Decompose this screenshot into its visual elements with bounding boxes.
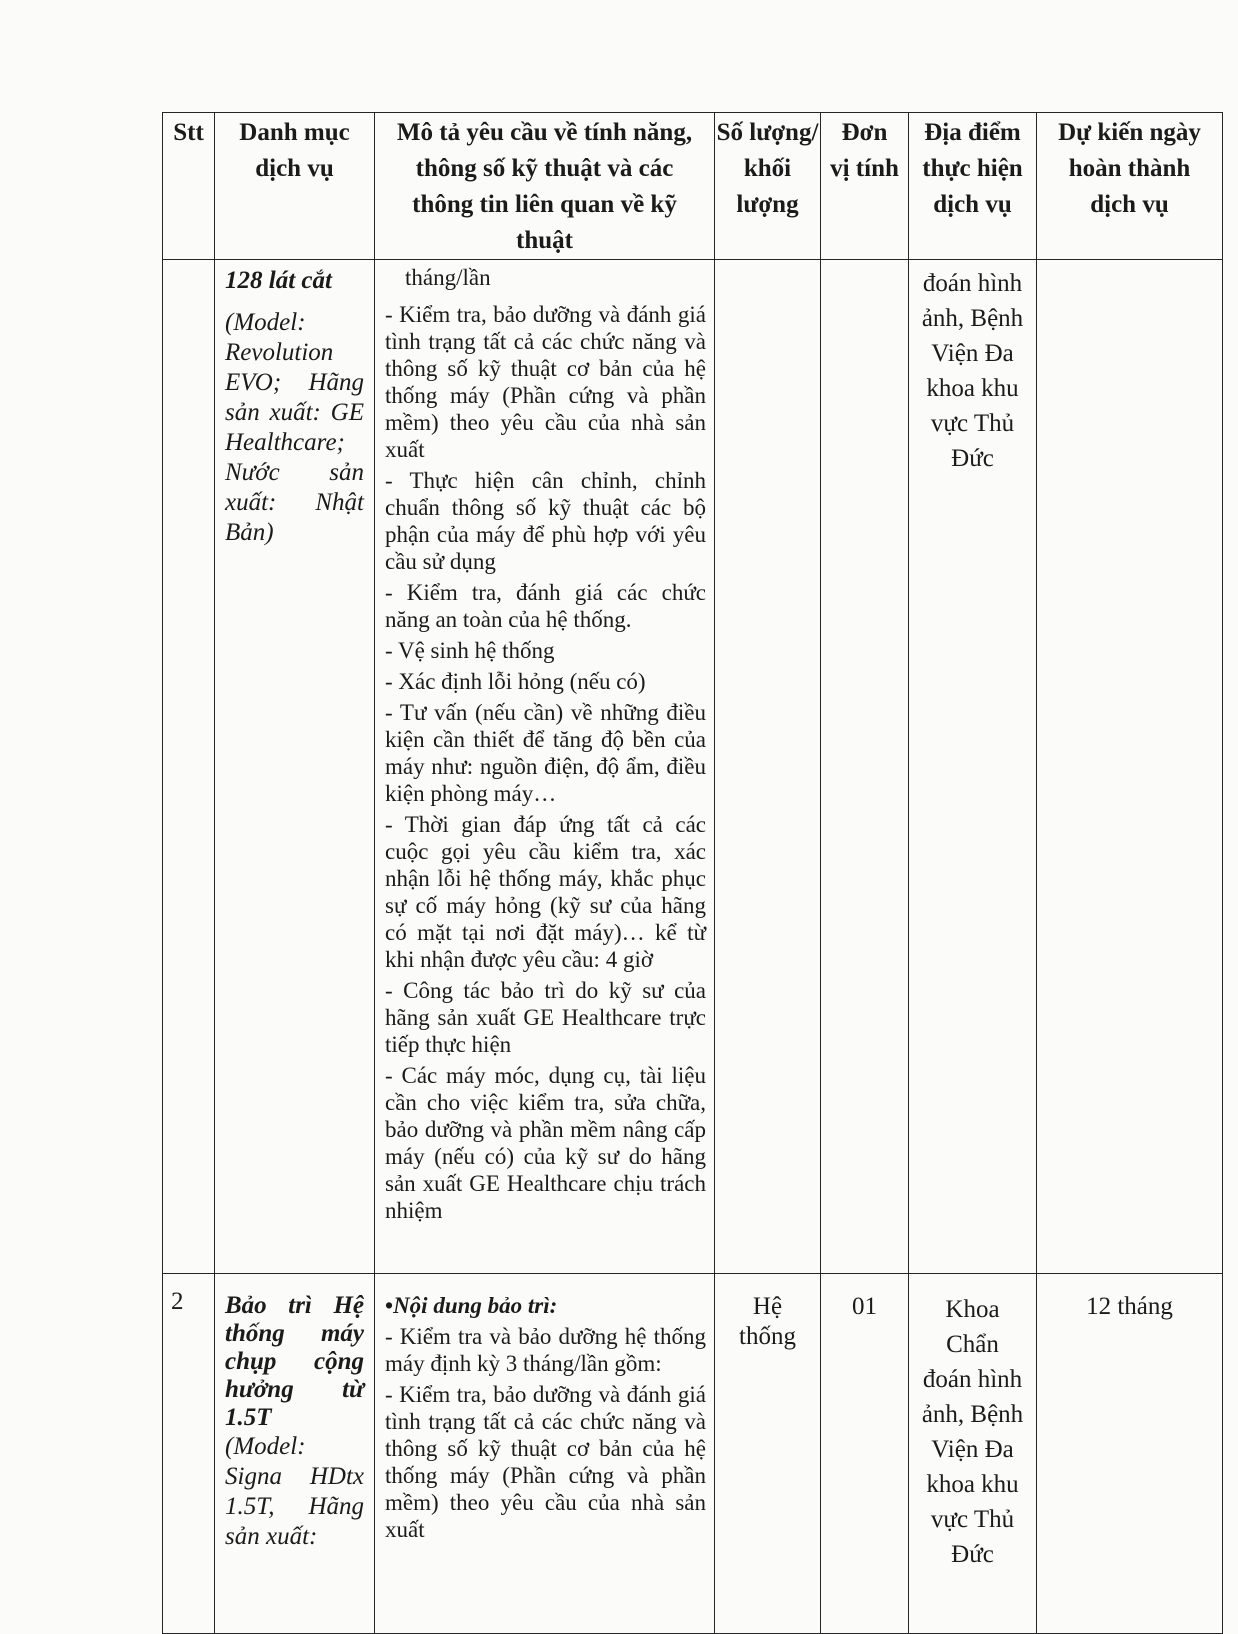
row-location: đoán hình ảnh, Bệnh Viện Đa khoa khu vực Thủ Đức — [909, 260, 1037, 1274]
row-completion: 12 tháng — [1037, 1274, 1223, 1634]
description-line: - Xác định lỗi hỏng (nếu có) — [385, 669, 646, 694]
description-heading: •Nội dung bảo trì: — [385, 1293, 558, 1318]
row-unit — [821, 260, 909, 1274]
description-line: - Thời gian đáp ứng tất cả các cuộc gọi yêu cầu kiểm tra, xác nhận lỗi hệ thống máy, khắc phục sự cố máy hỏng (kỹ sư của hãng có mặt tại nơi đặt máy)… kể từ khi nhận được yêu cầu: 4 giờ — [385, 812, 706, 972]
header-quantity: Số lượng/ khối lượng — [715, 113, 821, 260]
description-line: - Vệ sinh hệ thống — [385, 638, 555, 663]
row-description — [375, 1274, 715, 1634]
description-line: - Kiểm tra, đánh giá các chức năng an toàn của hệ thống. — [385, 580, 706, 632]
row-completion — [1037, 260, 1223, 1274]
description-line: - Kiểm tra, bảo dưỡng và đánh giá tình trạng tất cả các chức năng và thông số kỹ thuật cơ bản của hệ thống máy (Phần cứng và phần mềm) theo yêu cầu của nhà sản xuất — [385, 302, 706, 462]
description-line: - Tư vấn (nếu cần) về những điều kiện cần thiết để tăng độ bền của máy như: nguồn điện, độ ẩm, điều kiện phòng máy… — [385, 700, 706, 806]
row-unit: 01 — [821, 1274, 909, 1634]
description-line: tháng/lần — [405, 265, 491, 290]
header-description: Mô tả yêu cầu về tính năng, thông số kỹ thuật và các thông tin liên quan về kỹ thuật — [375, 113, 715, 260]
header-category: Danh mục dịch vụ — [215, 113, 375, 260]
service-table — [162, 112, 1223, 1634]
row-quantity — [715, 260, 821, 1274]
description-line: - Các máy móc, dụng cụ, tài liệu cần cho việc kiểm tra, sửa chữa, bảo dưỡng và phần mềm nâng cấp máy (nếu có) của kỹ sư do hãng sản xuất GE Healthcare chịu trách nhiệm — [385, 1063, 706, 1223]
category-detail: (Model: Revolution EVO; Hãng sản xuất: GE Healthcare; Nước sản xuất: Nhật Bản) — [225, 309, 364, 546]
header-location: Địa điểm thực hiện dịch vụ — [909, 113, 1037, 260]
header-stt: Stt — [163, 113, 215, 260]
row-quantity: Hệ thống — [715, 1274, 821, 1634]
table-row — [163, 260, 1223, 1274]
row-category — [215, 1274, 375, 1634]
header-row — [163, 113, 1223, 260]
row-stt: 2 — [163, 1274, 215, 1634]
category-title: 128 lát cắt — [225, 267, 332, 294]
row-category — [215, 260, 375, 1274]
header-unit: Đơn vị tính — [821, 113, 909, 260]
row-location: Khoa Chẩn đoán hình ảnh, Bệnh Viện Đa khoa khu vực Thủ Đức — [909, 1274, 1037, 1634]
category-detail: (Model: Signa HDtx 1.5T, Hãng sản xuất: — [225, 1433, 364, 1550]
description-line: - Thực hiện cân chỉnh, chỉnh chuẩn thông số kỹ thuật các bộ phận của máy để phù hợp với yêu cầu sử dụng — [385, 468, 706, 574]
table-row — [163, 1274, 1223, 1634]
description-line: - Kiểm tra, bảo dưỡng và đánh giá tình trạng tất cả các chức năng và thông số kỹ thuật cơ bản của hệ thống máy (Phần cứng và phần mềm) theo yêu cầu của nhà sản xuất — [385, 1382, 706, 1542]
description-line: - Kiểm tra và bảo dưỡng hệ thống máy định kỳ 3 tháng/lần gồm: — [385, 1324, 706, 1376]
description-line: - Công tác bảo trì do kỹ sư của hãng sản xuất GE Healthcare trực tiếp thực hiện — [385, 978, 706, 1057]
row-stt — [163, 260, 215, 1274]
row-description — [375, 260, 715, 1274]
bullet-icon: • — [385, 1293, 394, 1318]
header-completion: Dự kiến ngày hoàn thành dịch vụ — [1037, 113, 1223, 260]
category-title: Bảo trì Hệ thống máy chụp cộng hưởng từ 1.5T — [225, 1292, 364, 1431]
